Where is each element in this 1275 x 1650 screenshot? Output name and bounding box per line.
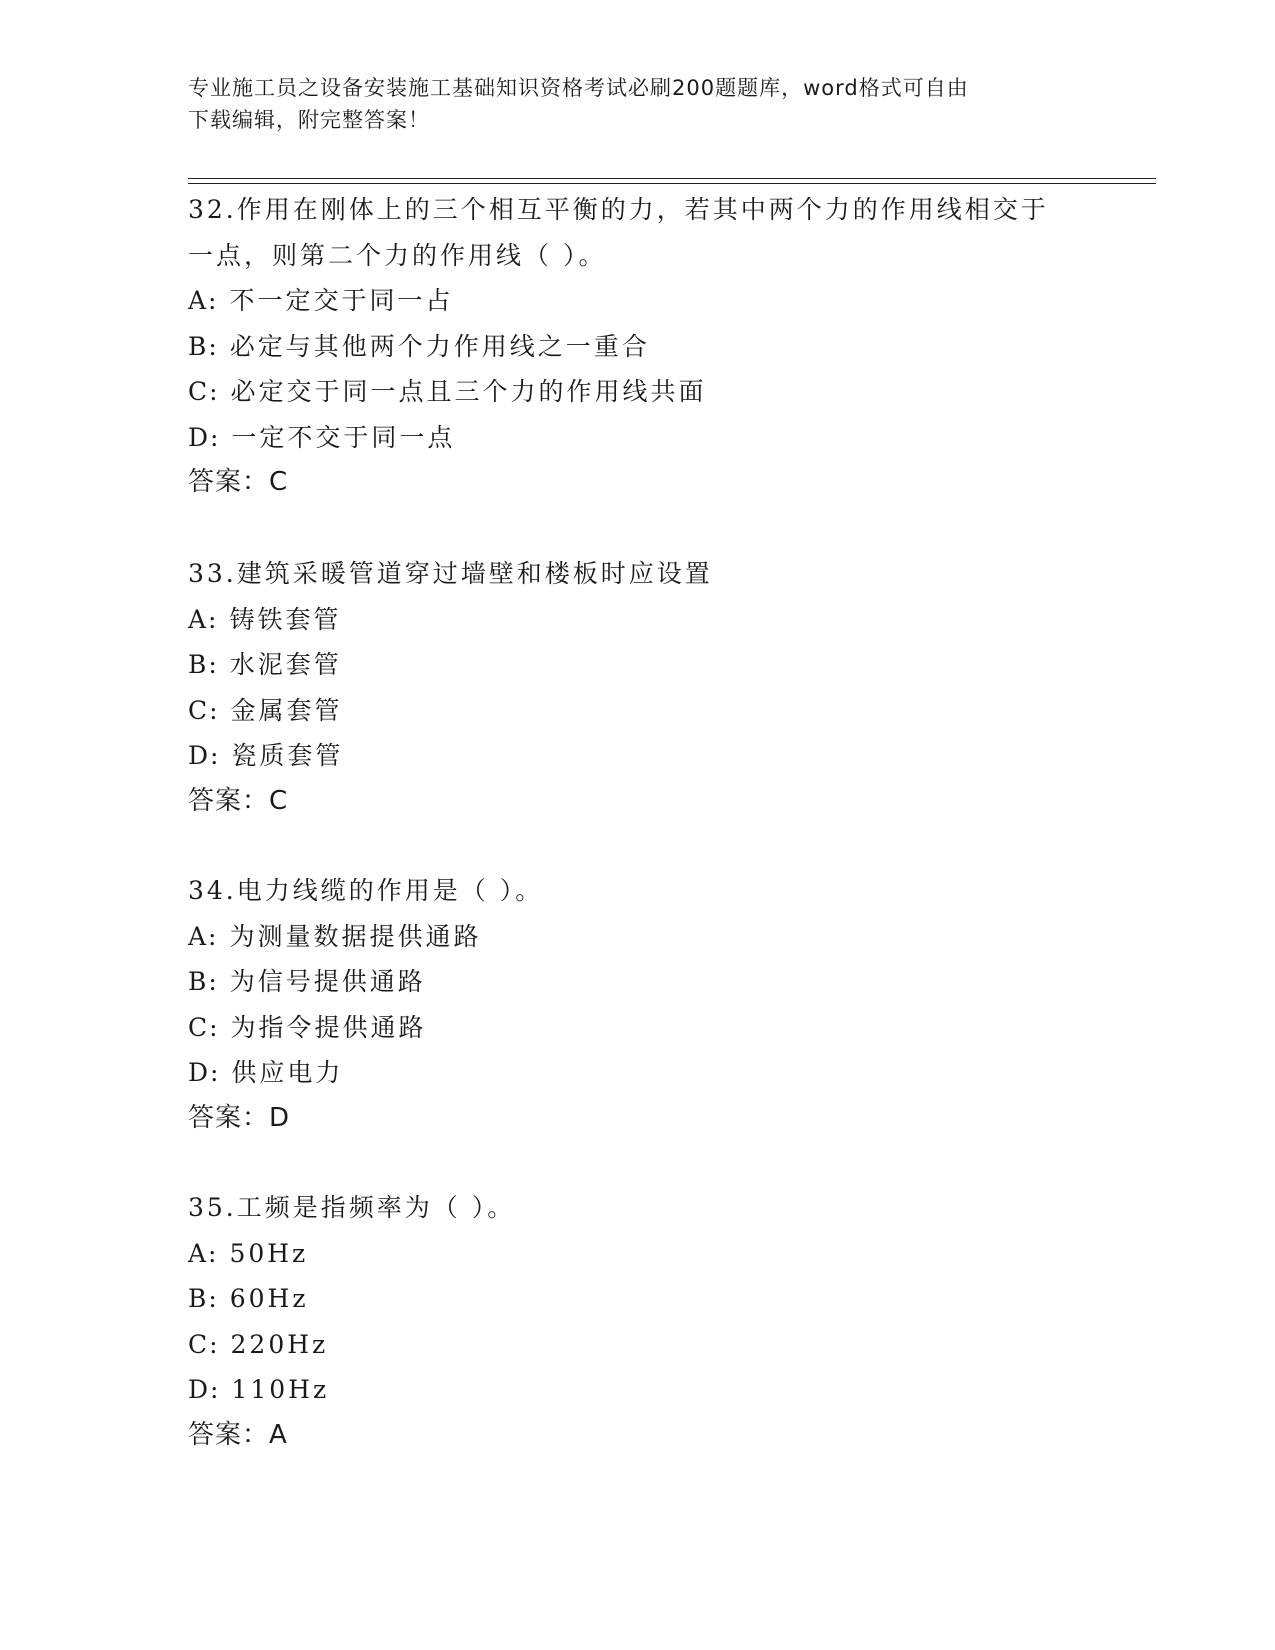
option-a [188, 1231, 1088, 1277]
option-b [188, 324, 1088, 370]
option-d [188, 415, 1088, 461]
option-d [188, 1050, 1088, 1096]
option-key: C: [188, 1329, 220, 1359]
option-d [188, 733, 1088, 779]
option-text: 瓷质套管 [231, 741, 344, 770]
option-a [188, 597, 1088, 643]
option-key: B: [188, 650, 219, 679]
option-text: 铸铁套管 [229, 604, 342, 634]
option-text: 60Hz [229, 1284, 309, 1313]
option-a [188, 278, 1088, 324]
header-line-2: 下载编辑，附完整答案！ [188, 108, 430, 132]
option-text: 金属套管 [230, 695, 343, 725]
option-text: 水泥套管 [229, 650, 342, 679]
question-stem-line: 33.建筑采暖管道穿过墙壁和楼板时应设置 [188, 559, 713, 588]
question-stem-line: 一点，则第二个力的作用线（ ）。 [188, 240, 607, 270]
option-c [188, 688, 1088, 734]
option-d [188, 1367, 1088, 1413]
answer-label: 答案：A [188, 1419, 288, 1450]
question-34 [188, 868, 1088, 1141]
option-key: D: [188, 741, 221, 770]
option-key: C: [188, 695, 220, 725]
option-c [188, 369, 1088, 415]
option-b [188, 642, 1088, 688]
question-stem-line: 35.工频是指频率为（ ）。 [188, 1193, 516, 1222]
question-32 [188, 187, 1088, 506]
option-key: C: [188, 1012, 220, 1042]
option-text: 必定交于同一点且三个力的作用线共面 [230, 377, 707, 406]
option-key: B: [188, 1284, 219, 1313]
option-text: 一定不交于同一点 [231, 422, 456, 452]
option-text: 必定与其他两个力作用线之一重合 [229, 331, 650, 361]
question-stem-line: 32.作用在刚体上的三个相互平衡的力，若其中两个力的作用线相交于 [188, 195, 1049, 224]
option-key: D: [188, 422, 221, 452]
option-c [188, 1322, 1088, 1368]
answer-label: 答案：D [188, 1102, 291, 1133]
option-key: C: [188, 377, 220, 406]
option-text: 50Hz [229, 1238, 309, 1268]
question-stem-line: 34.电力线缆的作用是（ ）。 [188, 876, 544, 905]
option-key: A: [188, 286, 219, 315]
option-b [188, 1276, 1088, 1322]
option-text: 220Hz [230, 1329, 329, 1359]
option-text: 110Hz [231, 1375, 330, 1404]
option-key: A: [188, 921, 219, 951]
option-key: A: [188, 1238, 219, 1268]
header-line-1: 专业施工员之设备安装施工基础知识资格考试必刷200题题库，word格式可自由 [188, 76, 969, 100]
option-b [188, 959, 1088, 1005]
option-key: A: [188, 604, 219, 634]
option-text: 为指令提供通路 [230, 1012, 427, 1042]
option-key: D: [188, 1058, 221, 1087]
answer-label: 答案：C [188, 467, 289, 497]
option-key: D: [188, 1375, 221, 1404]
option-text: 为信号提供通路 [229, 967, 426, 996]
option-a [188, 914, 1088, 960]
option-key: B: [188, 967, 219, 996]
header-divider-bottom [188, 183, 1156, 184]
option-text: 不一定交于同一占 [229, 286, 454, 315]
answer-label: 答案：C [188, 785, 289, 816]
option-text: 供应电力 [231, 1058, 344, 1087]
option-key: B: [188, 331, 219, 361]
header-divider-top [188, 178, 1156, 179]
question-35 [188, 1185, 1088, 1458]
question-33 [188, 551, 1088, 824]
document-header [188, 72, 1088, 136]
option-text: 为测量数据提供通路 [229, 921, 482, 951]
option-c [188, 1005, 1088, 1051]
